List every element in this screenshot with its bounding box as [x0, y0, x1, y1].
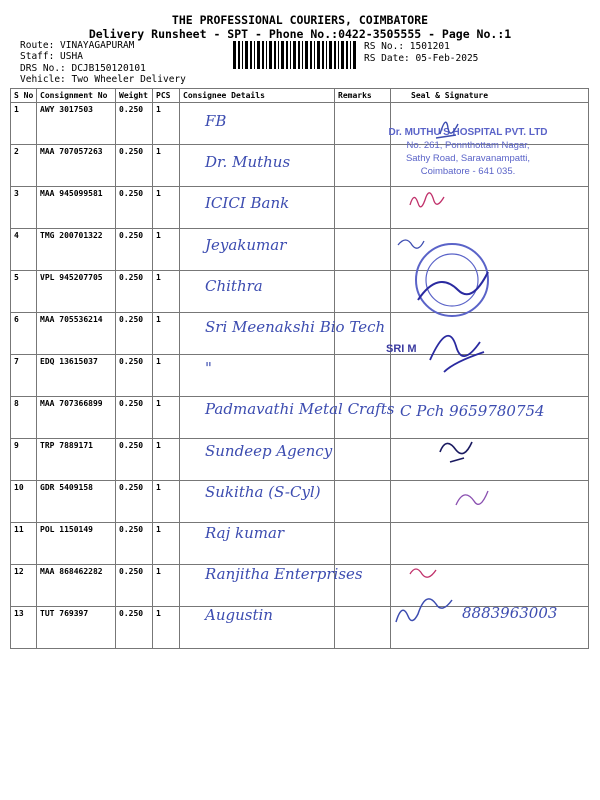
cell-sno: 11 — [11, 523, 37, 565]
cell-weight: 0.250 — [116, 397, 153, 439]
cell-consignee — [180, 355, 335, 397]
cell-remarks — [335, 271, 391, 313]
cell-consignment: MAA 945099581 — [37, 187, 116, 229]
cell-consignment: MAA 705536214 — [37, 313, 116, 355]
cell-pcs: 1 — [153, 355, 180, 397]
cell-consignment: EDQ 13615037 — [37, 355, 116, 397]
remark-handwritten-phone: C Pch 9659780754 — [400, 402, 545, 420]
cell-consignment: MAA 707057263 — [37, 145, 116, 187]
cell-pcs: 1 — [153, 313, 180, 355]
cell-sno: 12 — [11, 565, 37, 607]
cell-pcs: 1 — [153, 397, 180, 439]
cell-pcs: 1 — [153, 145, 180, 187]
cell-sno: 6 — [11, 313, 37, 355]
route-label: Route: VINAYAGAPURAM — [20, 40, 135, 51]
cell-weight: 0.250 — [116, 313, 153, 355]
col-header-consignment: Consignment No — [37, 89, 116, 103]
cell-pcs: 1 — [153, 565, 180, 607]
col-header-remarks: Remarks — [335, 89, 391, 103]
consignee-handwritten: Chithra — [205, 276, 263, 295]
consignee-handwritten: " — [205, 359, 212, 378]
col-header-pcs: PCS — [153, 89, 180, 103]
col-header-signature: Seal & Signature — [391, 89, 589, 103]
consignee-handwritten: Raj kumar — [205, 524, 285, 542]
cell-signature — [391, 271, 589, 313]
cell-consignment: TUT 769397 — [37, 607, 116, 649]
cell-weight: 0.250 — [116, 523, 153, 565]
cell-remarks — [335, 187, 391, 229]
cell-pcs: 1 — [153, 439, 180, 481]
cell-signature — [391, 523, 589, 565]
cell-weight: 0.250 — [116, 565, 153, 607]
table-header-row — [11, 89, 589, 103]
cell-pcs: 1 — [153, 103, 180, 145]
rs-date: RS Date: 05-Feb-2025 — [364, 53, 479, 64]
cell-signature — [391, 229, 589, 271]
cell-weight: 0.250 — [116, 229, 153, 271]
col-header-consignee: Consignee Details — [180, 89, 335, 103]
hospital-stamp-line3: Sathy Road, Saravanampatti, — [405, 153, 531, 164]
cell-signature — [391, 187, 589, 229]
table-row — [11, 355, 589, 397]
signature-handwritten-phone: 8883963003 — [462, 604, 558, 622]
consignee-handwritten: Sukitha (S-Cyl) — [205, 482, 321, 501]
cell-weight: 0.250 — [116, 439, 153, 481]
consignee-handwritten: FB — [205, 112, 227, 130]
cell-consignment: MAA 868462282 — [37, 565, 116, 607]
consignee-handwritten: Jeyakumar — [205, 235, 287, 254]
consignee-handwritten: Ranjitha Enterprises — [205, 565, 363, 584]
cell-consignment: GDR 5409158 — [37, 481, 116, 523]
cell-sno: 4 — [11, 229, 37, 271]
consignee-handwritten: Dr. Muthus — [205, 153, 291, 172]
cell-pcs: 1 — [153, 229, 180, 271]
cell-sno: 5 — [11, 271, 37, 313]
table-row — [11, 523, 589, 565]
table-row — [11, 271, 589, 313]
consignee-handwritten: Sri Meenakshi Bio Tech — [205, 318, 386, 336]
cell-sno: 13 — [11, 607, 37, 649]
cell-sno: 1 — [11, 103, 37, 145]
consignee-handwritten: Sundeep Agency — [205, 441, 333, 460]
cell-remarks — [335, 607, 391, 649]
runsheet-subtitle: Delivery Runsheet - SPT - Phone No.:0422-3505555 - Page No.:1 — [88, 27, 512, 41]
cell-weight: 0.250 — [116, 607, 153, 649]
cell-remarks — [335, 229, 391, 271]
cell-consignment: VPL 945207705 — [37, 271, 116, 313]
consignee-handwritten: Padmavathi Metal Crafts — [205, 400, 395, 419]
col-header-sno: S No — [11, 89, 37, 103]
rs-number: RS No.: 1501201 — [364, 41, 450, 52]
cell-signature — [391, 355, 589, 397]
cell-sno: 8 — [11, 397, 37, 439]
table-row — [11, 229, 589, 271]
drs-number: DRS No.: DCJB150120101 — [20, 63, 146, 74]
cell-pcs: 1 — [153, 271, 180, 313]
cell-pcs: 1 — [153, 187, 180, 229]
cell-consignee — [180, 103, 335, 145]
cell-weight: 0.250 — [116, 355, 153, 397]
cell-pcs: 1 — [153, 523, 180, 565]
consignee-handwritten: Augustin — [205, 606, 273, 625]
cell-weight: 0.250 — [116, 103, 153, 145]
hospital-stamp — [380, 126, 556, 178]
cell-consignment: TRP 7889171 — [37, 439, 116, 481]
cell-consignment: MAA 707366899 — [37, 397, 116, 439]
sri-stamp-text: SRI M — [386, 343, 417, 355]
cell-pcs: 1 — [153, 481, 180, 523]
cell-weight: 0.250 — [116, 187, 153, 229]
cell-weight: 0.250 — [116, 145, 153, 187]
cell-remarks — [335, 355, 391, 397]
consignee-handwritten: ICICI Bank — [205, 194, 290, 213]
cell-consignment: TMG 200701322 — [37, 229, 116, 271]
cell-weight: 0.250 — [116, 481, 153, 523]
cell-sno: 7 — [11, 355, 37, 397]
cell-sno: 2 — [11, 145, 37, 187]
cell-weight: 0.250 — [116, 271, 153, 313]
col-header-weight: Weight — [116, 89, 153, 103]
cell-consignment: AWY 3017503 — [37, 103, 116, 145]
cell-consignment: POL 1150149 — [37, 523, 116, 565]
cell-pcs: 1 — [153, 607, 180, 649]
cell-signature — [391, 565, 589, 607]
staff-label: Staff: USHA — [20, 51, 83, 62]
vehicle-label: Vehicle: Two Wheeler Delivery — [20, 74, 186, 85]
hospital-stamp-line2: No. 261, Ponnthottam Nagar, — [406, 140, 530, 151]
cell-sno: 10 — [11, 481, 37, 523]
cell-signature — [391, 439, 589, 481]
cell-signature — [391, 313, 589, 355]
cell-remarks — [335, 523, 391, 565]
cell-remarks — [335, 439, 391, 481]
company-title: THE PROFESSIONAL COURIERS, COIMBATORE — [171, 13, 429, 27]
barcode-image — [233, 41, 357, 69]
hospital-stamp-line4: Coimbatore - 641 035. — [420, 166, 516, 177]
table-row — [11, 187, 589, 229]
cell-signature — [391, 481, 589, 523]
cell-sno: 9 — [11, 439, 37, 481]
cell-remarks — [335, 481, 391, 523]
cell-sno: 3 — [11, 187, 37, 229]
hospital-stamp-name: Dr. MUTHU'S HOSPITAL PVT. LTD — [388, 127, 548, 138]
